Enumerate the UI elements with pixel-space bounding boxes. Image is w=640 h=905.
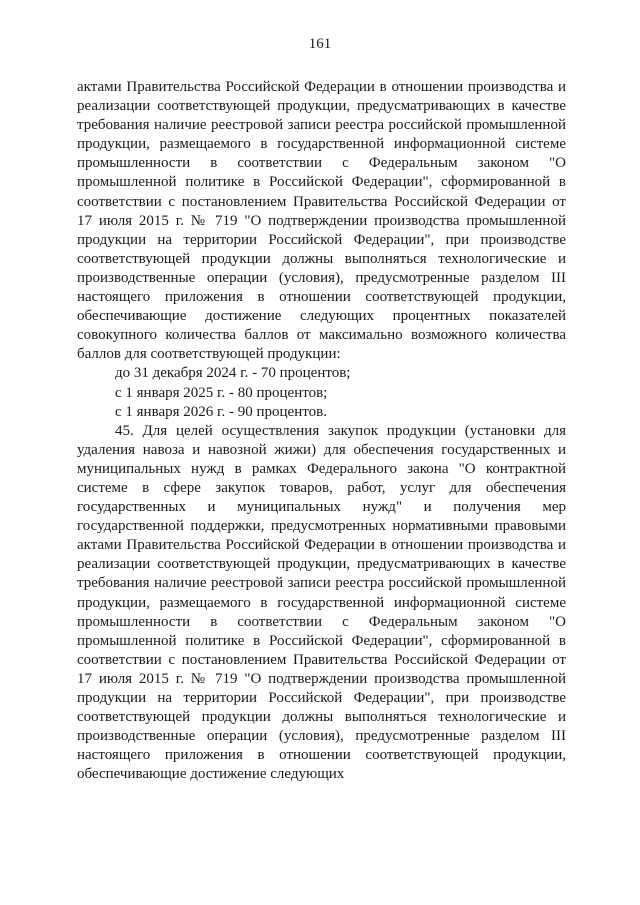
document-body [77,78,566,784]
deadline-item: с 1 января 2025 г. - 80 процентов; [115,384,328,401]
deadline-item: до 31 декабря 2024 г. - 70 процентов; [115,365,351,382]
paragraph-continuation: актами Правительства Российской Федерации в отношении производства и реализации соответствующей продукции, предусматривающих в качестве требования наличие реестровой записи реестра российской промышленной продукции, размещаемого в государственной информационной системе промышленности в соответствии с Федеральным законом "О промышленной политике в Российской Федерации", сформированной в соответствии с постановлением Правительства Российской Федерации от 17 июля 2015 г. № 719 "О подтверждении производства промышленной продукции на территории Российской Федерации", при производстве соответствующей продукции должны выполняться технологические и производственные операции (условия), предусмотренные разделом III настоящего приложения в отношении соответствующей продукции, обеспечивающие достижение следующих процентных показателей совокупного количества баллов от максимально возможного количества баллов для соответствующей продукции: [77,79,566,363]
deadline-item: с 1 января 2026 г. - 90 процентов. [115,403,327,420]
page-number: 161 [308,36,332,52]
paragraph-45: 45. Для целей осуществления закупок продукции (установки для удаления навоза и навозной жижи) для обеспечения государственных и муниципальных нужд в рамках Федерального закона "О контрактной системе в сфере закупок товаров, работ, услуг для обеспечения государственных и муниципальных нужд" и получения мер государственной поддержки, предусмотренных нормативными правовыми актами Правительства Российской Федерации в отношении производства и реализации соответствующей продукции, предусматривающих в качестве требования наличие реестровой записи реестра российской промышленной продукции, размещаемого в государственной информационной системе промышленности в соответствии с Федеральным законом "О промышленной политике в Российской Федерации", сформированной в соответствии с постановлением Правительства Российской Федерации от 17 июля 2015 г. № 719 "О подтверждении производства промышленной продукции на территории Российской Федерации", при производстве соответствующей продукции должны выполняться технологические и производственные операции (условия), предусмотренные разделом III настоящего приложения в отношении соответствующей продукции, обеспечивающие достижение следующих [77,422,566,783]
